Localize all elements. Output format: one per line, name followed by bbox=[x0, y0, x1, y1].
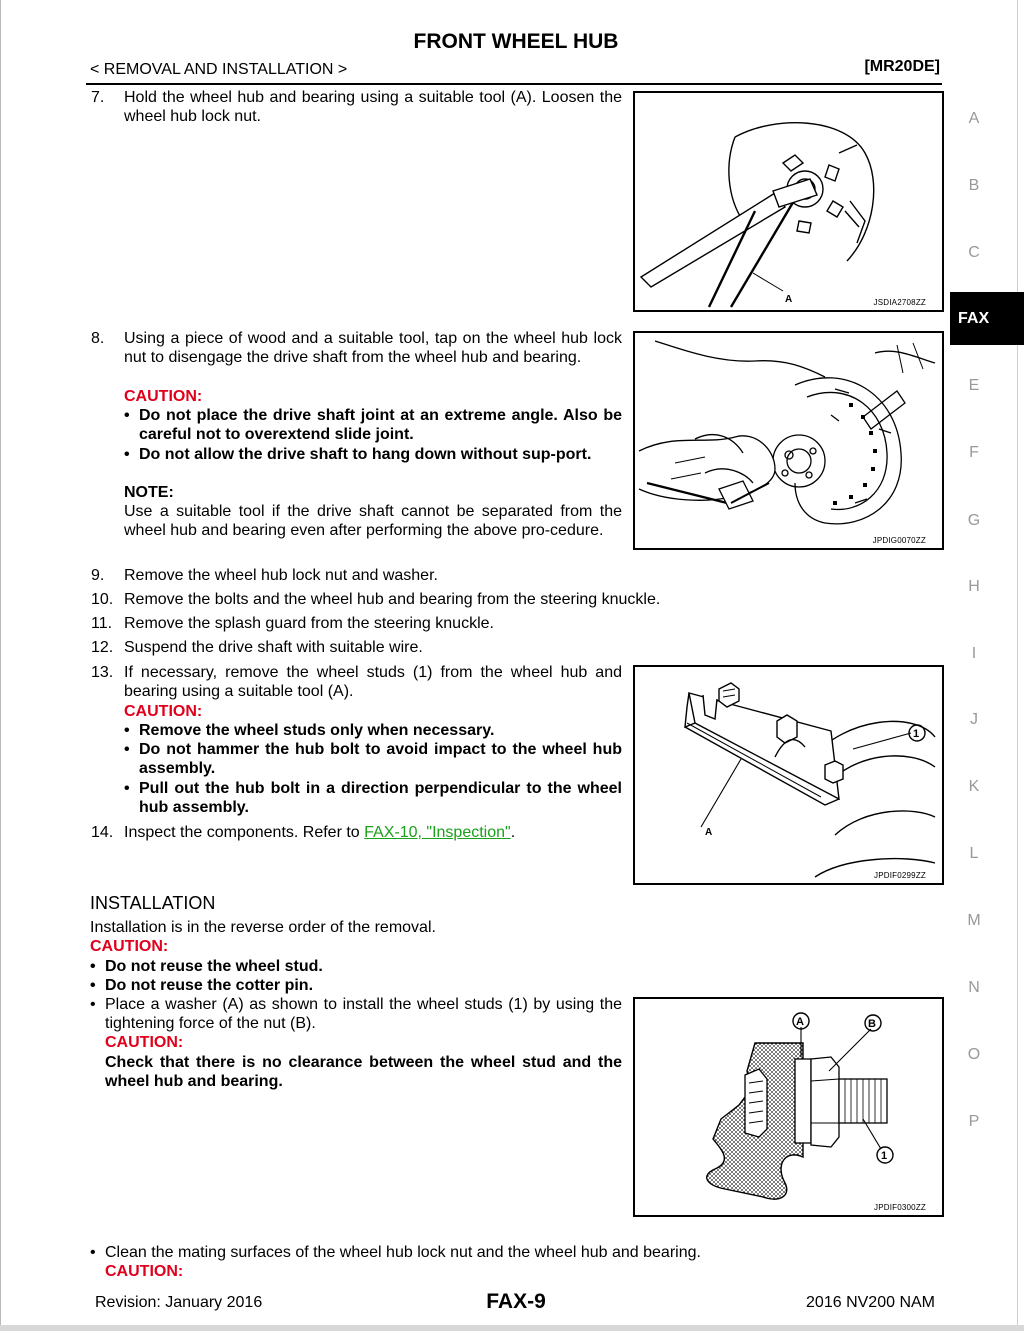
label-1: 1 bbox=[881, 1150, 888, 1162]
step-text bbox=[124, 823, 515, 842]
side-index-fax-active[interactable]: FAX bbox=[950, 292, 1024, 345]
inspection-link[interactable]: FAX-10, "Inspection" bbox=[364, 824, 511, 841]
section-heading: INSTALLATION bbox=[90, 893, 216, 913]
side-index-l[interactable]: L bbox=[969, 845, 979, 862]
label-1: 1 bbox=[913, 728, 920, 740]
step-text: If necessary, remove the wheel studs (1) from the wheel hub and bearing using a suitable tool (A). bbox=[124, 664, 622, 701]
bullet: • bbox=[90, 977, 96, 994]
figure-wrench-hub bbox=[633, 91, 944, 312]
washer-text: Place a washer (A) as shown to install the wheel studs (1) by using the tightening force of the nut (B). bbox=[105, 996, 622, 1033]
step-text: Remove the bolts and the wheel hub and bearing from the steering knuckle. bbox=[124, 591, 661, 608]
figure-code: JPDIF0299ZZ bbox=[874, 871, 926, 880]
label-a: A bbox=[705, 827, 713, 838]
step-number: 14. bbox=[91, 824, 114, 841]
step-text: Suspend the drive shaft with suitable wire. bbox=[124, 639, 423, 656]
step-number: 12. bbox=[91, 639, 114, 656]
installation-intro: Installation is in the reverse order of the removal. bbox=[90, 919, 436, 936]
figure-code: JSDIA2708ZZ bbox=[873, 298, 926, 307]
side-index-h[interactable]: H bbox=[968, 578, 980, 595]
label-a: A bbox=[796, 1016, 804, 1028]
side-index-b[interactable]: B bbox=[968, 177, 980, 194]
step-text-before: Inspect the components. Refer to bbox=[124, 824, 365, 841]
side-index-k[interactable]: K bbox=[968, 778, 980, 795]
clean-text: Clean the mating surfaces of the wheel hub lock nut and the wheel hub and bearing. bbox=[105, 1244, 701, 1261]
bullet: • bbox=[90, 1244, 96, 1261]
caution-text: Do not place the drive shaft joint at an extreme angle. Also be careful not to overextend slide joint. bbox=[139, 407, 622, 444]
label-a: A bbox=[785, 294, 793, 305]
caution-label: CAUTION: bbox=[105, 1263, 184, 1280]
step-text-after: . bbox=[510, 824, 516, 841]
side-index-i[interactable]: I bbox=[971, 645, 977, 662]
caution-text: Do not allow the drive shaft to hang down without sup-port. bbox=[139, 446, 592, 463]
page-title: FRONT WHEEL HUB bbox=[413, 30, 619, 53]
caution-label: CAUTION: bbox=[124, 388, 203, 405]
page-edge bbox=[1017, 0, 1018, 1331]
page-edge bbox=[0, 0, 1, 1331]
figure-hammer-hub bbox=[633, 331, 944, 550]
caution-label: CAUTION: bbox=[105, 1034, 184, 1051]
revision-date: Revision: January 2016 bbox=[95, 1294, 263, 1311]
step-number: 8. bbox=[91, 330, 105, 347]
caution-text: Remove the wheel studs only when necessary. bbox=[139, 722, 495, 739]
side-index-e[interactable]: E bbox=[968, 377, 980, 394]
bullet: • bbox=[124, 780, 130, 797]
note-label: NOTE: bbox=[124, 484, 174, 501]
caution-text: Do not reuse the cotter pin. bbox=[105, 977, 314, 994]
side-index-n[interactable]: N bbox=[968, 979, 980, 996]
washer-nut-illustration bbox=[635, 999, 942, 1215]
caution-text: Do not hammer the hub bolt to avoid impact to the wheel hub assembly. bbox=[139, 741, 622, 778]
bullet: • bbox=[90, 958, 96, 975]
wrench-illustration bbox=[635, 93, 942, 310]
bullet: • bbox=[124, 722, 130, 739]
side-index-g[interactable]: G bbox=[967, 512, 981, 529]
side-index-p[interactable]: P bbox=[968, 1113, 980, 1130]
figure-washer-nut bbox=[633, 997, 944, 1217]
figure-code: JPDIG0070ZZ bbox=[872, 536, 926, 545]
side-index-a[interactable]: A bbox=[968, 110, 980, 127]
side-index-f[interactable]: F bbox=[969, 444, 979, 461]
stud-tool-illustration bbox=[635, 667, 942, 883]
bullet: • bbox=[124, 407, 130, 424]
figure-code: JPDIF0300ZZ bbox=[874, 1203, 926, 1212]
bullet: • bbox=[124, 446, 130, 463]
section-label: < REMOVAL AND INSTALLATION > bbox=[90, 61, 348, 78]
step-number: 7. bbox=[91, 89, 105, 106]
step-text: Remove the splash guard from the steering knuckle. bbox=[124, 615, 494, 632]
side-index-j[interactable]: J bbox=[970, 711, 978, 728]
step-number: 13. bbox=[91, 664, 114, 681]
step-text: Remove the wheel hub lock nut and washer. bbox=[124, 567, 438, 584]
side-index-c[interactable]: C bbox=[968, 244, 980, 261]
caution-label: CAUTION: bbox=[124, 703, 203, 720]
caution-text: Check that there is no clearance between the wheel stud and the wheel hub and bearing. bbox=[105, 1054, 622, 1091]
page-edge bbox=[0, 1325, 1024, 1331]
header-rule bbox=[86, 83, 942, 85]
figure-stud-removal bbox=[633, 665, 944, 885]
label-b: B bbox=[868, 1018, 876, 1030]
engine-code: [MR20DE] bbox=[864, 58, 940, 75]
step-number: 9. bbox=[91, 567, 105, 584]
hammer-illustration bbox=[635, 333, 942, 548]
note-text: Use a suitable tool if the drive shaft cannot be separated from the wheel hub and bearing even after performing the above pro-cedure. bbox=[124, 503, 622, 540]
bullet: • bbox=[90, 996, 96, 1013]
page-number: FAX-9 bbox=[486, 1290, 546, 1313]
caution-text: Do not reuse the wheel stud. bbox=[105, 958, 323, 975]
vehicle-model: 2016 NV200 NAM bbox=[806, 1294, 935, 1311]
side-index-o[interactable]: O bbox=[967, 1046, 981, 1063]
step-number: 11. bbox=[91, 615, 113, 632]
bullet: • bbox=[124, 741, 130, 758]
step-text: Using a piece of wood and a suitable tool, tap on the wheel hub lock nut to disengage the drive shaft from the wheel hub and bearing. bbox=[124, 330, 622, 367]
step-text: Hold the wheel hub and bearing using a suitable tool (A). Loosen the wheel hub lock nut. bbox=[124, 89, 622, 126]
caution-text: Pull out the hub bolt in a direction perpendicular to the wheel hub assembly. bbox=[139, 780, 622, 817]
step-number: 10. bbox=[91, 591, 114, 608]
side-index-m[interactable]: M bbox=[967, 912, 981, 929]
caution-label: CAUTION: bbox=[90, 938, 169, 955]
